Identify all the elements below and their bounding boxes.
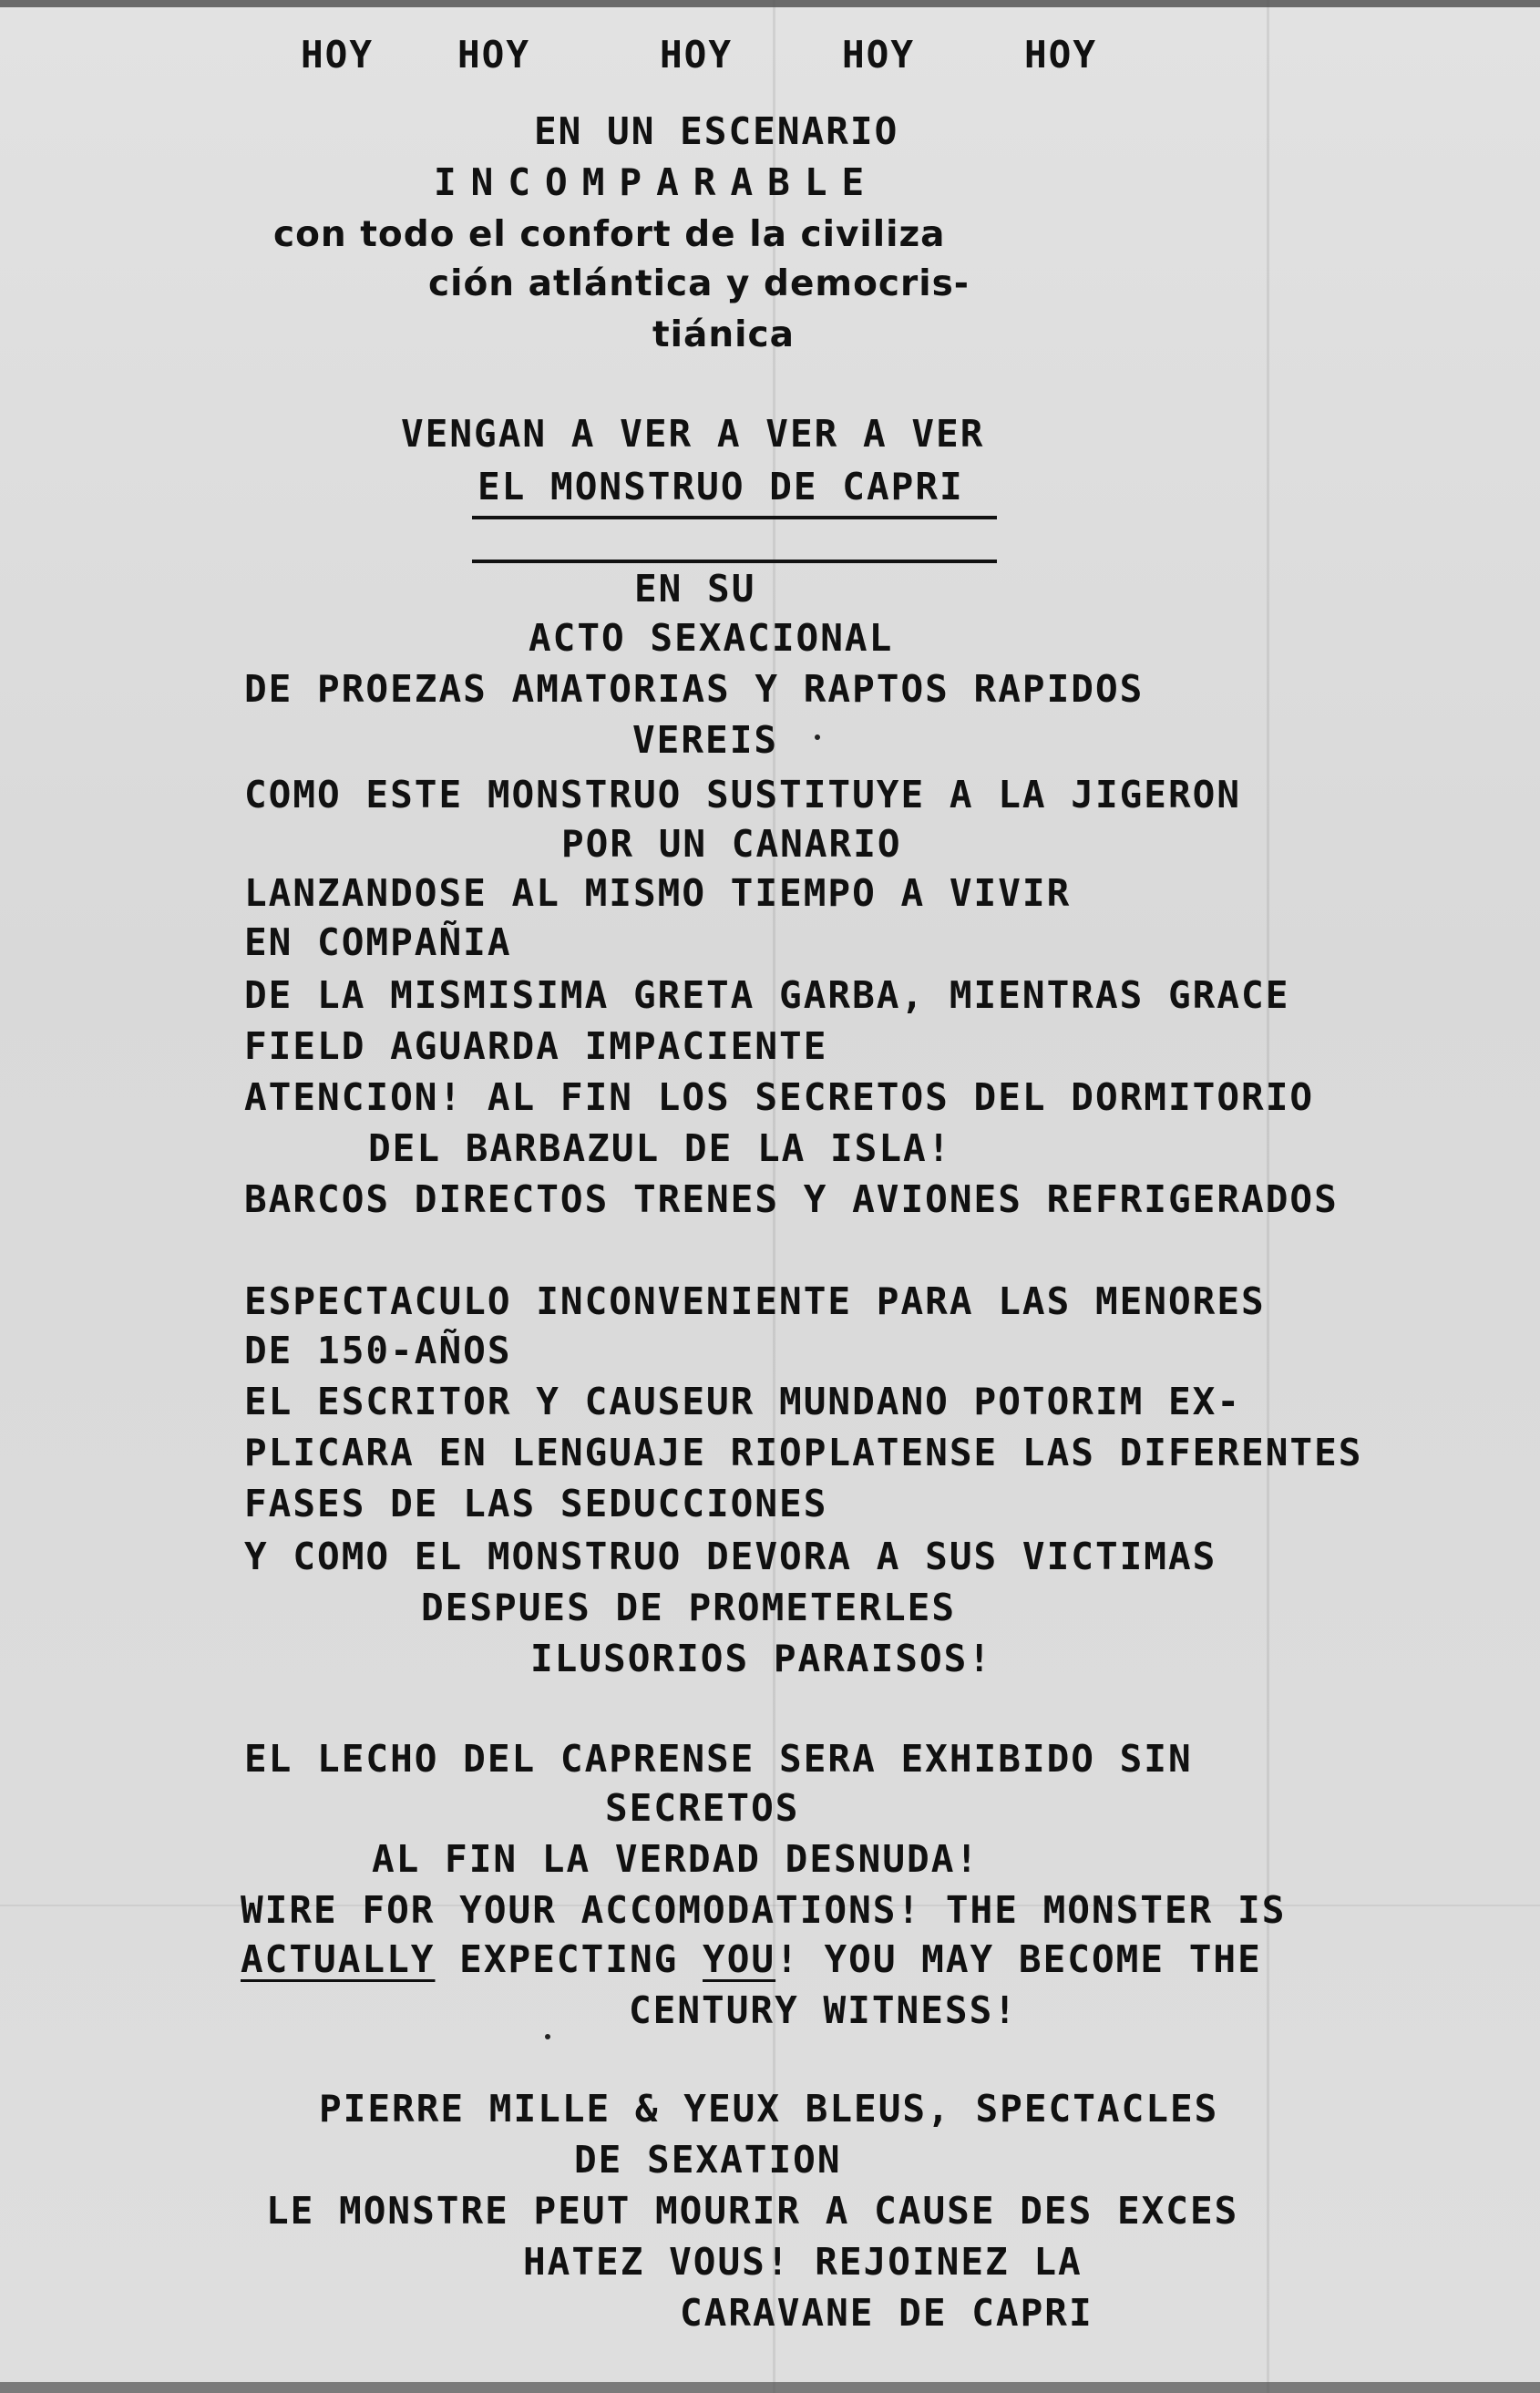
line-escenario: EN UN ESCENARIO (534, 109, 899, 153)
line-vereis: VEREIS (632, 718, 779, 762)
line-acto-sexacional: ACTO SEXACIONAL (529, 616, 894, 660)
underline-rule-2 (472, 560, 997, 563)
line-paraisos: ILUSORIOS PARAISOS! (530, 1637, 992, 1680)
word-expecting: EXPECTING (435, 1937, 703, 1981)
line-caravane: CARAVANE DE CAPRI (680, 2291, 1093, 2335)
line-grace-field: FIELD AGUARDA IMPACIENTE (244, 1024, 828, 1068)
line-barcos: BARCOS DIRECTOS TRENES Y AVIONES REFRIGERADOS (244, 1177, 1339, 1221)
line-verdad: AL FIN LA VERDAD DESNUDA! (372, 1837, 980, 1881)
line-canario: POR UN CANARIO (561, 822, 902, 866)
line-sustituye: COMO ESTE MONSTRUO SUSTITUYE A LA JIGERON (244, 773, 1242, 816)
underline-rule-1 (472, 516, 997, 519)
line-escritor: EL ESCRITOR Y CAUSEUR MUNDANO POTORIM EX- (244, 1380, 1242, 1423)
top-edge (0, 0, 1540, 7)
hoy-5: HOY (1024, 33, 1098, 77)
line-mourir: LE MONSTRE PEUT MOURIR A CAUSE DES EXCES (266, 2189, 1239, 2233)
line-proezas: DE PROEZAS AMATORIAS Y RAPTOS RAPIDOS (244, 667, 1145, 711)
line-tianica: tiánica (652, 314, 795, 355)
hoy-2: HOY (457, 33, 531, 77)
line-secretos: SECRETOS (605, 1786, 800, 1830)
line-century: CENTURY WITNESS! (629, 1988, 1018, 2032)
line-greta: DE LA MISMISIMA GRETA GARBA, MIENTRAS GRACE (244, 973, 1290, 1017)
line-lanzandose: LANZANDOSE AL MISMO TIEMPO A VIVIR (244, 871, 1072, 915)
line-confort: con todo el confort de la civiliza (273, 214, 946, 255)
line-wire: WIRE FOR YOUR ACCOMODATIONS! THE MONSTER IS (241, 1888, 1287, 1932)
line-atencion: ATENCION! AL FIN LOS SECRETOS DEL DORMITORIO (244, 1075, 1315, 1119)
stray-dot (815, 734, 820, 740)
line-en-su: EN SU (634, 567, 756, 611)
line-vengan: VENGAN A VER A VER A VER (401, 412, 985, 456)
stray-dot-2 (545, 2034, 550, 2039)
bottom-edge (0, 2382, 1540, 2393)
line-pierre: PIERRE MILLE & YEUX BLEUS, SPECTACLES (319, 2087, 1219, 2131)
line-sexation: DE SEXATION (574, 2138, 842, 2182)
line-atlantica: ción atlántica y democris- (428, 263, 970, 304)
line-prometerles: DESPUES DE PROMETERLES (421, 1586, 957, 1629)
line-incomparable: INCOMPARABLE (434, 160, 879, 204)
line-barbazul: DEL BARBAZUL DE LA ISLA! (368, 1126, 952, 1170)
line-monstruo-capri: EL MONSTRUO DE CAPRI (477, 465, 964, 508)
hoy-3: HOY (660, 33, 734, 77)
line-actually (241, 1937, 1262, 1981)
line-compania: EN COMPAÑIA (244, 920, 512, 964)
line-devora: Y COMO EL MONSTRUO DEVORA A SUS VICTIMAS (244, 1535, 1217, 1578)
hoy-1: HOY (301, 33, 375, 77)
word-actually: ACTUALLY (241, 1937, 436, 1981)
hoy-4: HOY (842, 33, 916, 77)
line-hatez: HATEZ VOUS! REJOINEZ LA (523, 2240, 1083, 2284)
word-become: ! YOU MAY BECOME THE (775, 1937, 1262, 1981)
line-150-anos: DE 150-AÑOS (244, 1329, 512, 1372)
line-espectaculo: ESPECTACULO INCONVENIENTE PARA LAS MENORES (244, 1279, 1266, 1323)
line-plicara: PLICARA EN LENGUAJE RIOPLATENSE LAS DIFERENTES (244, 1431, 1363, 1474)
line-lecho: EL LECHO DEL CAPRENSE SERA EXHIBIDO SIN (244, 1737, 1193, 1781)
line-fases: FASES DE LAS SEDUCCIONES (244, 1482, 828, 1525)
word-you: YOU (703, 1937, 776, 1981)
